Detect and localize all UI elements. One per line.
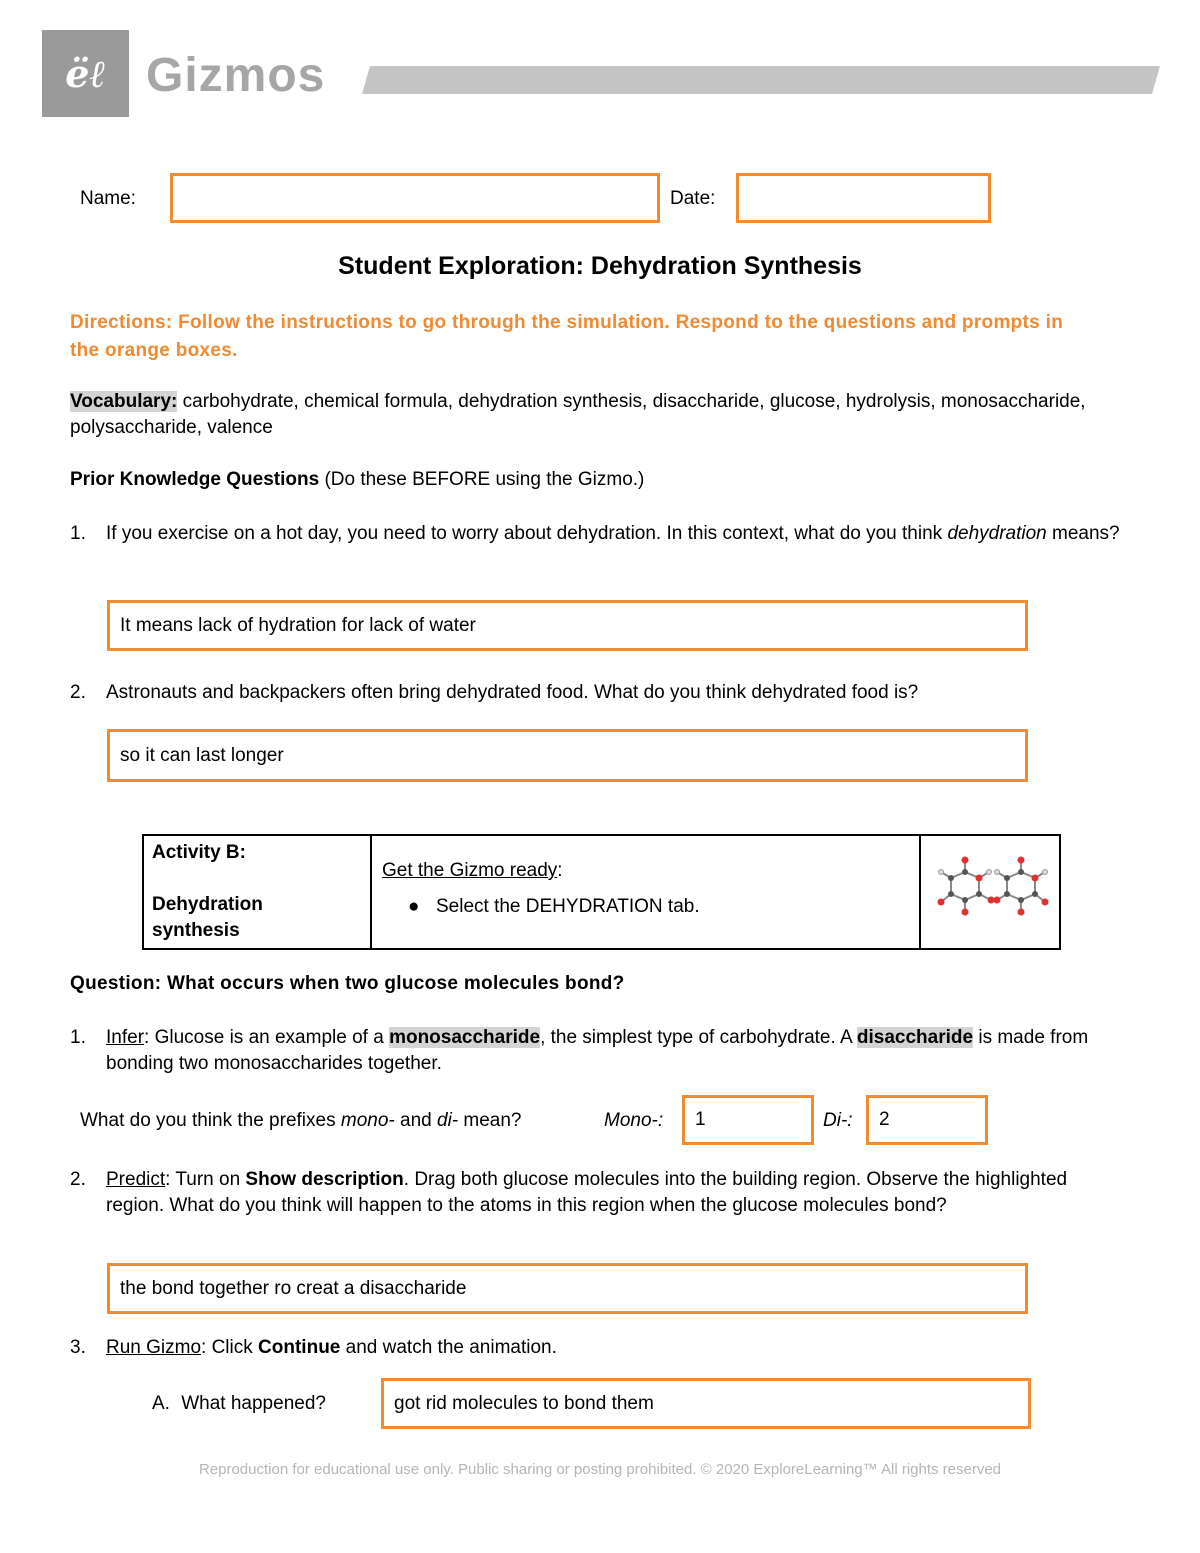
activity-image-cell bbox=[920, 835, 1060, 949]
b1-text-3: is made from bonding two monosaccharides together. bbox=[106, 1027, 1089, 1074]
answer-box-prior-1[interactable] bbox=[107, 600, 1028, 651]
prior-knowledge-title: Prior Knowledge Questions bbox=[70, 469, 320, 490]
vocabulary-terms: carbohydrate, chemical formula, dehydration synthesis, disaccharide, glucose, hydrolysis, monosaccharide, polysaccharide, valence bbox=[70, 391, 1086, 438]
directions-text: Directions: Follow the instructions to go through the simulation. Respond to the questions and prompts in the orange boxes. bbox=[70, 312, 1064, 361]
prefix-mono: mono- bbox=[340, 1110, 395, 1131]
question-number: 2. bbox=[70, 682, 86, 703]
mono-answer-field[interactable] bbox=[682, 1095, 814, 1145]
di-answer-field[interactable] bbox=[866, 1095, 988, 1145]
name-field[interactable] bbox=[170, 173, 660, 223]
activity-bullet-text: Select the DEHYDRATION tab. bbox=[436, 896, 700, 917]
prefix-di: di- bbox=[437, 1110, 459, 1131]
activity-question-2 bbox=[70, 1167, 1130, 1219]
prior-knowledge-note: (Do these BEFORE using the Gizmo.) bbox=[324, 469, 645, 490]
run-gizmo-label: Run Gizmo bbox=[106, 1337, 202, 1358]
question-text-a: If you exercise on a hot day, you need to worry about dehydration. In this context, what do you think bbox=[106, 523, 943, 544]
header-bar bbox=[362, 66, 1160, 94]
question-number: 3. bbox=[70, 1337, 86, 1358]
answer-box-what-happened[interactable] bbox=[381, 1378, 1031, 1429]
prior-knowledge-heading bbox=[70, 469, 644, 491]
glucose-molecules-icon bbox=[921, 836, 1059, 940]
logo-glyph: ëℓ bbox=[65, 50, 106, 96]
question-number: 2. bbox=[70, 1169, 86, 1190]
activity-question-3 bbox=[70, 1335, 1130, 1361]
b3-text-1: : Click bbox=[201, 1337, 253, 1358]
b2-text-2: . Drag both glucose molecules into the building region. Observe the highlighted region. What do you think will happen to the atoms in this region when the glucose molecules bond? bbox=[106, 1169, 1068, 1216]
activity-label-line2: Dehydration synthesis bbox=[152, 894, 263, 941]
vocabulary bbox=[70, 389, 1130, 441]
b1-text-2: , the simplest type of carbohydrate. A bbox=[540, 1027, 852, 1048]
activity-label-line1: Activity B: bbox=[152, 842, 246, 863]
question-italic-term: dehydration bbox=[947, 523, 1047, 544]
show-description-term: Show description bbox=[245, 1169, 404, 1190]
term-monosaccharide: monosaccharide bbox=[389, 1027, 541, 1048]
gizmos-brand: Gizmos bbox=[146, 49, 326, 102]
sub-question-text: What happened? bbox=[181, 1393, 326, 1414]
continue-term: Continue bbox=[258, 1337, 341, 1358]
question-number: 1. bbox=[70, 1027, 86, 1048]
infer-label: Infer bbox=[106, 1027, 145, 1048]
prefix-prompt bbox=[80, 1110, 522, 1132]
sub-question-a bbox=[152, 1393, 326, 1415]
activity-question-1 bbox=[70, 1025, 1130, 1077]
b3-text-2: and watch the animation. bbox=[345, 1337, 557, 1358]
date-field[interactable] bbox=[736, 173, 991, 223]
b2-text-1: : Turn on bbox=[165, 1169, 241, 1190]
name-label: Name: bbox=[80, 188, 136, 209]
mono-label: Mono-: bbox=[604, 1110, 664, 1131]
question-text-b: means? bbox=[1052, 523, 1120, 544]
answer-text: the bond together ro creat a disaccharide bbox=[120, 1277, 467, 1299]
vocabulary-label: Vocabulary: bbox=[70, 391, 178, 412]
answer-text: It means lack of hydration for lack of water bbox=[120, 614, 476, 636]
gizmo-ready-colon: : bbox=[557, 860, 563, 881]
sub-question-letter: A. bbox=[152, 1393, 170, 1414]
page-title: Student Exploration: Dehydration Synthesis bbox=[338, 252, 862, 280]
mono-answer-value: 1 bbox=[695, 1109, 706, 1130]
di-answer-value: 2 bbox=[879, 1109, 890, 1130]
gizmo-ready-heading: Get the Gizmo ready bbox=[382, 860, 558, 881]
predict-label: Predict bbox=[106, 1169, 166, 1190]
prefix-prompt-b: mean? bbox=[463, 1110, 522, 1131]
explorelearning-logo-icon bbox=[42, 30, 129, 117]
term-disaccharide: disaccharide bbox=[856, 1027, 974, 1048]
prior-question-1 bbox=[70, 521, 1130, 547]
question-number: 1. bbox=[70, 523, 86, 544]
footer-copyright: Reproduction for educational use only. Public sharing or posting prohibited. © 2020 ExploreLearning™ All rights reserved bbox=[198, 1461, 1002, 1478]
answer-box-predict[interactable] bbox=[107, 1263, 1028, 1314]
activity-label-cell bbox=[143, 835, 371, 949]
di-label: Di-: bbox=[823, 1110, 853, 1131]
prefix-and: and bbox=[400, 1110, 432, 1131]
prior-question-2 bbox=[70, 680, 1130, 706]
question-heading: Question: What occurs when two glucose molecules bond? bbox=[70, 973, 625, 994]
date-label: Date: bbox=[670, 188, 716, 209]
question-text: Astronauts and backpackers often bring dehydrated food. What do you think dehydrated food is? bbox=[106, 682, 919, 703]
bullet-icon: ● bbox=[408, 896, 420, 917]
answer-text: so it can last longer bbox=[120, 744, 284, 766]
answer-text: got rid molecules to bond them bbox=[394, 1392, 654, 1414]
b1-text-1: : Glucose is an example of a bbox=[144, 1027, 384, 1048]
answer-box-prior-2[interactable] bbox=[107, 729, 1028, 782]
activity-instructions-cell bbox=[371, 835, 920, 949]
activity-header-table bbox=[142, 834, 1061, 950]
prefix-prompt-a: What do you think the prefixes bbox=[80, 1110, 336, 1131]
